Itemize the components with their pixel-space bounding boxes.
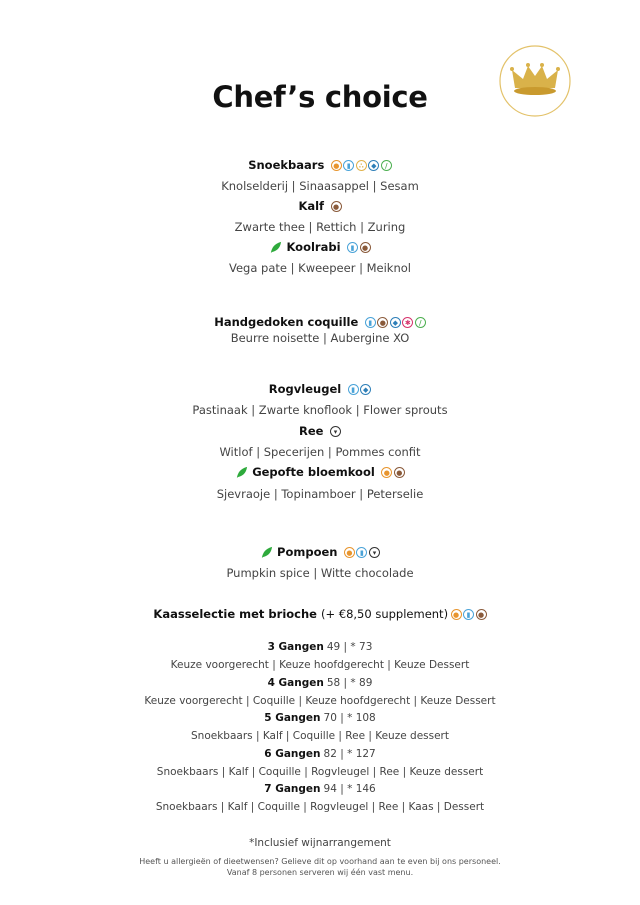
- dish-description: Knolselderij | Sinaasappel | Sesam: [221, 179, 419, 193]
- menu-price: 49 | * 73: [326, 641, 373, 653]
- menu-price: 94 | * 146: [323, 783, 376, 795]
- menu-label: 5 Gangen: [264, 712, 321, 724]
- menu-label: 4 Gangen: [267, 677, 324, 689]
- page-title: Chef’s choice: [212, 80, 428, 114]
- dish-name: Handgedoken coquille: [214, 315, 359, 329]
- dish-koolrabi: [0, 240, 640, 254]
- dish-description: Sjevraoje | Topinamboer | Peterselie: [216, 487, 424, 501]
- footer-group-note: Vanaf 8 personen serveren wij één vast menu.: [226, 868, 414, 877]
- allergen-celery-icon: /: [415, 317, 426, 328]
- menu-description: Snoekbaars | Kalf | Coquille | Rogvleugel | Ree | Keuze dessert: [156, 766, 484, 778]
- allergen-milk-icon: ▮: [348, 384, 359, 395]
- menu-description: Keuze voorgerecht | Keuze hoofdgerecht | Keuze Dessert: [170, 659, 470, 671]
- menu-label: 3 Gangen: [267, 641, 324, 653]
- menu-description: Keuze voorgerecht | Coquille | Keuze hoofdgerecht | Keuze Dessert: [144, 695, 496, 707]
- menu-label: 6 Gangen: [264, 748, 321, 760]
- menu-4-gangen: [0, 677, 640, 689]
- allergen-fish-icon: ◆: [390, 317, 401, 328]
- menu-price: 82 | * 127: [323, 748, 376, 760]
- dish-rogvleugel: [0, 382, 640, 396]
- dish-name: Kaasselectie met brioche: [153, 607, 317, 621]
- allergen-celery-icon: /: [381, 160, 392, 171]
- dish-coquille: [0, 315, 640, 329]
- dish-ree: [0, 424, 640, 438]
- menu-price: 70 | * 108: [323, 712, 376, 724]
- allergen-mollusc-icon: ●: [451, 609, 462, 620]
- allergen-milk-icon: ▮: [365, 317, 376, 328]
- dish-name: Kalf: [298, 199, 325, 213]
- allergen-sulphite-icon: ▾: [330, 426, 341, 437]
- menu-description: Snoekbaars | Kalf | Coquille | Ree | Keuze dessert: [191, 730, 449, 742]
- allergen-fish-icon: ◆: [368, 160, 379, 171]
- dish-name: Gepofte bloemkool: [252, 465, 375, 479]
- allergen-egg-icon: ●: [331, 160, 342, 171]
- vegetarian-leaf-icon: [260, 546, 273, 559]
- allergen-nuts-icon: ●: [476, 609, 487, 620]
- dish-name: Snoekbaars: [248, 158, 325, 172]
- vegetarian-leaf-icon: [235, 466, 248, 479]
- dish-name: Rogvleugel: [268, 382, 342, 396]
- allergen-milk-icon: ▮: [343, 160, 354, 171]
- dish-bloemkool: [0, 465, 640, 479]
- dish-name: Pompoen: [277, 545, 338, 559]
- dish-name: Ree: [299, 424, 324, 438]
- dish-description: Pastinaak | Zwarte knoflook | Flower sprouts: [192, 403, 448, 417]
- menu-7-gangen: [0, 783, 640, 795]
- dish-description: Vega pate | Kweepeer | Meiknol: [228, 261, 411, 275]
- allergen-milk-icon: ▮: [463, 609, 474, 620]
- dish-snoekbaars: [0, 158, 640, 172]
- dish-description: Pumpkin spice | Witte chocolade: [226, 566, 414, 580]
- allergen-fish-icon: ◆: [360, 384, 371, 395]
- allergen-egg-icon: ●: [381, 467, 392, 478]
- dish-description: Beurre noisette | Aubergine XO: [230, 331, 410, 345]
- allergen-crustacean-icon: ✱: [402, 317, 413, 328]
- dish-name: Koolrabi: [286, 240, 341, 254]
- menu-label: 7 Gangen: [264, 783, 321, 795]
- dish-kaasselectie: [0, 607, 640, 621]
- dish-kalf: [0, 199, 640, 213]
- menu-description: Snoekbaars | Kalf | Coquille | Rogvleugel | Ree | Kaas | Dessert: [155, 801, 485, 813]
- wine-note: *Inclusief wijnarrangement: [249, 837, 391, 849]
- menu-5-gangen: [0, 712, 640, 724]
- supplement-price: (+ €8,50 supplement): [320, 607, 449, 621]
- allergen-sulphite-icon: ▾: [369, 547, 380, 558]
- allergen-nuts-icon: ●: [331, 201, 342, 212]
- allergen-milk-icon: ▮: [356, 547, 367, 558]
- allergen-egg-icon: ●: [344, 547, 355, 558]
- allergen-sesame-icon: ∴: [356, 160, 367, 171]
- dish-pompoen: [0, 545, 640, 559]
- allergen-milk-icon: ▮: [347, 242, 358, 253]
- footer-allergy-note: Heeft u allergieën of dieetwensen? Gelieve dit op voorhand aan te even bij ons personeel.: [139, 857, 501, 866]
- menu-6-gangen: [0, 748, 640, 760]
- menu-3-gangen: [0, 641, 640, 653]
- dish-description: Witlof | Specerijen | Pommes confit: [219, 445, 421, 459]
- menu-price: 58 | * 89: [326, 677, 373, 689]
- dish-description: Zwarte thee | Rettich | Zuring: [234, 220, 406, 234]
- allergen-nuts-icon: ●: [377, 317, 388, 328]
- allergen-nuts-icon: ●: [394, 467, 405, 478]
- allergen-nuts-icon: ●: [360, 242, 371, 253]
- vegetarian-leaf-icon: [269, 241, 282, 254]
